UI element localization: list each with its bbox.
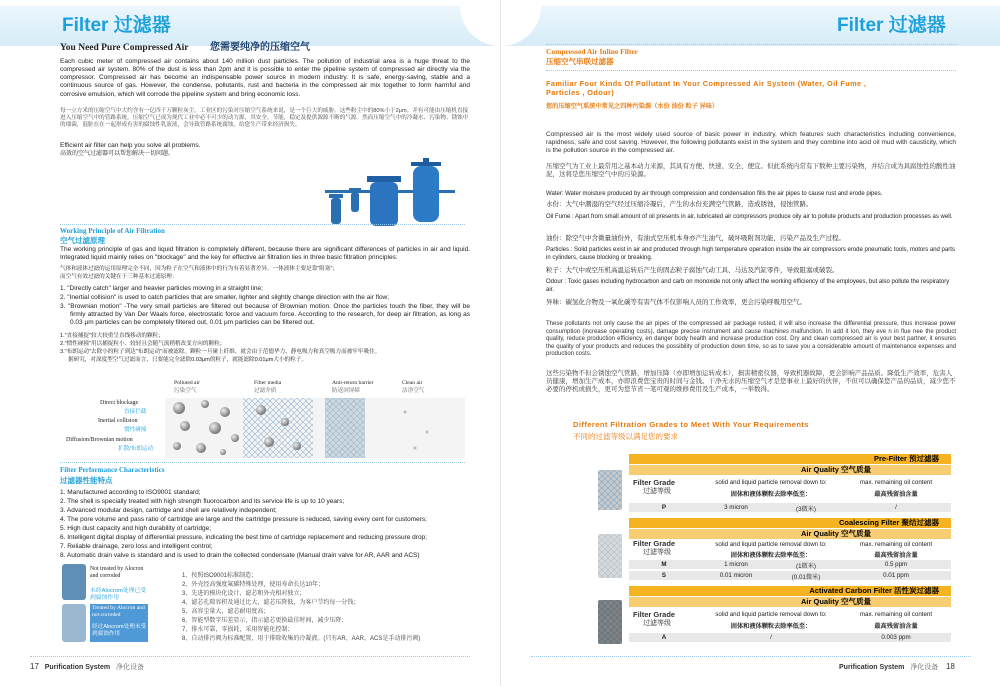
- diagram-col-label: Anti-return barrier: [332, 380, 374, 386]
- header-oil-en: max. remaining oil content: [859, 479, 933, 486]
- page-number: 18: [945, 662, 955, 671]
- filter-product-image: [325, 158, 460, 226]
- badge-untreated-en: Not treated by Alocron and corroded: [90, 566, 144, 580]
- performance-title-cn: 过滤器性能特点: [60, 476, 113, 485]
- corrosion-comparison: [60, 564, 176, 644]
- header-removal-cn: 固体和液体颗粒去除率低至：: [730, 491, 812, 498]
- section-title-en: You Need Pure Compressed Air: [60, 43, 189, 53]
- removal-cn-cell: (3微米): [796, 506, 816, 513]
- diagram-col-label-cn: 污染空气: [174, 388, 197, 394]
- grade-label-cn: 过滤等级: [643, 549, 671, 556]
- performance-title-en: Filter Performance Characteristics: [60, 466, 165, 474]
- particles-en: Particles : Solid particles exist in air and produced through high temperature operation inside the air compressors erode pneumatic tools, motors and parts in cylinders, cause blocking or breaking.: [546, 247, 955, 261]
- table-air-quality: Air Quality 空气质量: [629, 529, 951, 539]
- diagram-row-label: Inertial collision: [98, 418, 138, 424]
- removal-cell: 1 micron: [724, 561, 748, 568]
- inline-title-cn: 压缩空气串联过滤器: [546, 57, 614, 66]
- water-cn: 水份：大气中潮湿的空气经过压缩冷凝后，产生的水份充满空气管路，造成锈蚀，侵蚀管路。: [546, 201, 813, 208]
- inline-title-en: Compressed Air Inline Filter: [546, 47, 639, 56]
- grade-label-en: Filter Grade: [633, 478, 676, 487]
- intro-en: Each cubic meter of compressed air contains about 140 million dust particles. The pollution of industrial area is a huge threat to the compressed air system. 80% of the dust is less than 2pm and it is possible to enter the pipeline system of compressed air directly via the compressor. Compressed air has become an indispensable power source in modern industry. It is safe, energy-saving, stable and a continuous source of gas. However, the condense, pollutants, rust and bacteria in the compressed air mix together to form harmful and corrosive emulsion, which will corrode the pipeline system and bring economic loss.: [60, 58, 470, 98]
- removal-cn-cell: (0.01微米): [791, 574, 821, 581]
- diagram-row-label-cn: 扩散/布朗运动: [118, 446, 154, 452]
- wp-cn-item-4: 据研究，对深度型空气过滤而言，只要能完全滤除0.03μm的粒子，就能滤除0.01μm大小的粒子。: [68, 357, 307, 363]
- removal-cell: 0.01 micron: [719, 572, 753, 579]
- oil-cell: 0.003 ppm: [881, 634, 911, 641]
- diagram-row-label: Direct blockage: [100, 400, 139, 406]
- left-footer: [30, 662, 144, 672]
- diagram-col-label-cn: 过滤介质: [254, 388, 277, 394]
- oil-cell: 0.5 ppm: [884, 561, 908, 568]
- efficient-en: Efficient air filter can help you solve all problems.: [60, 142, 201, 149]
- perf-cn-item: 6、智能型数字压差显示，指示滤芯更换最佳时间，减少压降；: [182, 618, 348, 624]
- wp-item-1: 1. "Directly catch" larger and heavier particles moving in a straight line;: [60, 285, 263, 292]
- perf-item: 1. Manufactured according to ISO9001 standard;: [60, 489, 201, 496]
- table-band: Coalescing Filter 聚结过滤器: [629, 518, 951, 528]
- diagram-row-label-cn: 惯性碰撞: [124, 427, 147, 433]
- header-oil-cn: 最高残留油含量: [874, 623, 918, 630]
- para1-en: Compressed air is the most widely used source of basic power in industry, which features such characteristics including convenience, rapidness, safe and cost saving. However, the following pollutants exist in the system and they combine into acid oil mud with causticity, which is the pollution source in the compressed air.: [546, 131, 956, 155]
- odour-en: Odour : Toxic gases including hydrocarbon and carb on monoxide not only affect the working efficiency of the employees, but also pollute the respiratory air.: [546, 279, 950, 293]
- para1-cn: 压缩空气为工业上最常用之基本动力来源，其具有方便、快速、安全、便宜。但此系统内常有下数种主要污染物，并结合成为具腐蚀性的酸性油泥，这将是您压缩空气中的污染源。: [546, 163, 956, 179]
- diagram-col-label-cn: 洁净空气: [402, 388, 425, 394]
- grade-cell: M: [661, 561, 667, 568]
- diagram-row-label-cn: 直接拦截: [124, 409, 147, 415]
- odour-cn: 异味：碳氢化合物及一氧化碳等有害气体不仅影响人员的工作效率，更会污染呼吸用空气。: [546, 299, 806, 306]
- grade-cell: A: [661, 634, 667, 641]
- page-number: 17: [30, 662, 39, 671]
- diagram-row-label: Diffusion/Brownian motion: [66, 437, 133, 443]
- carbon-cartridge-image: [596, 600, 624, 644]
- grade-label-en: Filter Grade: [633, 539, 676, 548]
- perf-item: 4. The pore volume and pass ratio of cartridge are large and the cartridge pressure is reduced, saving every cent for customers;: [60, 516, 427, 523]
- grade-cell: S: [661, 572, 667, 579]
- footer-en: Purification System: [839, 664, 905, 671]
- header-oil-cn: 最高残留油含量: [874, 491, 918, 498]
- badge-untreated-cn: 未经Alocrom处理已受到腐蚀作用: [90, 588, 147, 602]
- removal-cell: /: [770, 634, 772, 641]
- working-principle-cn2: 而空气有效过滤的关键在于三种基本过滤原理：: [60, 274, 178, 280]
- oil-cell: /: [895, 504, 897, 511]
- oil-en: Oil Fume : Apart from small amount of oil presents in air, lubricated air compressors produce oily air to pollute products and production processes as well.: [546, 214, 953, 220]
- footer-en: Purification System: [44, 664, 111, 671]
- section-title-cn: 您需要纯净的压缩空气: [210, 42, 310, 53]
- perf-cn-item: 2、外壳经高强度氟碳特殊处理，使用寿命长达10年；: [182, 582, 325, 588]
- grade-label-en: Filter Grade: [633, 610, 676, 619]
- perf-cn-item: 4、滤芯孔隙容积及通过比大，滤芯压降低，为客户节约每一分钱；: [182, 600, 360, 606]
- footer-cn: 净化设备: [115, 664, 144, 671]
- perf-cn-item: 3、先进的模块化设计，滤芯和外壳相对独立；: [182, 591, 306, 597]
- wp-item-2: 2. "Inertial collision" is used to catch particles that are smaller, lighter and slightly change direction with the air flow;: [60, 294, 390, 301]
- wp-cn-item-3: 3."布朗运动"去除小的粒子到达"布朗运动"而被滤除。颗粒一旦碰上纤维，就会由于范德华力、静电吸力和真空吸力而被牢牢吸住。: [60, 349, 381, 355]
- wp-cn-item-1: 1."直接捕捉"较大较重呈直线移动的颗粒；: [60, 333, 164, 339]
- particles-cn: 粒子：大气中或空压机高温运转后产生的固态粒子腐蚀气动工具、马达及汽缸零件，导致阻塞或破裂。: [546, 267, 839, 274]
- header-removal-en: solid and liquid particle removal down to:: [715, 611, 827, 618]
- grade-cell: P: [661, 504, 667, 511]
- perf-item: 3. Advanced modular design, cartridge and shell are relatively independent;: [60, 507, 277, 514]
- perf-item: 7. Reliable drainage, zero loss and intelligent control;: [60, 543, 213, 550]
- table-air-quality: Air Quality 空气质量: [629, 465, 951, 475]
- four-pollutants-cn: 您的压缩空气系统中常见之四种污染源（水份 油份 粒子 异味）: [546, 103, 719, 110]
- grades-title-en: Different Filtration Grades to Meet With Your Requirements: [573, 420, 809, 429]
- filter-element-image: [60, 564, 88, 642]
- perf-cn-item: 7、排水可靠，零损耗，采用智能化控制；: [182, 627, 294, 633]
- oil-cell: 0.01 ppm: [883, 572, 909, 579]
- table-band: Activated Carbon Filter 活性炭过滤器: [629, 586, 951, 596]
- perf-item: 6. Intelligent digital display of differential pressure, indicating the best time of cartridge replacement and reducing pressure drop;: [60, 534, 427, 541]
- right-footer: [839, 662, 955, 672]
- working-principle-title-cn: 空气过滤原理: [60, 236, 105, 245]
- diagram-col-label: Filter media: [254, 380, 282, 386]
- oil-cn: 油份：除空气中含微量油份外，有油式空压机本身亦产生油气，破坏吸附剂功能，污染产品及生产过程。: [546, 235, 845, 242]
- perf-item: 8. Automatic drain valve is standard and is used to drain the collected condensate (Manual drain valve for AR, AAR and ACS): [60, 552, 420, 559]
- perf-item: 5. High dust capacity and high durability of cartridge;: [60, 525, 212, 532]
- perf-item: 2. The shell is specially treated with high strength fluorocarbon and its service life is up to 10 years;: [60, 498, 345, 505]
- right-header-title: Filter 过滤器: [837, 15, 946, 36]
- diagram-col-label: Clean air: [402, 380, 423, 386]
- right-page: [500, 0, 1000, 686]
- header-oil-en: max. remaining oil content: [859, 541, 933, 548]
- header-oil-cn: 最高残留油含量: [874, 552, 918, 559]
- para2-en: These pollutants not only cause the air pipes of the compressed air package rusted, it will also increase the differential pressure, thus increase power consumption (increase operating costs), damage precise instrument and cause machines malfunction. In add it ion, they eve n in flue nee the product quality, reduce production efficiency, en danger body health and increase production cost. Dry and clean compressed air is your best partner, it ensures the quality of your products and reduces the possibility of production down time, so as to save you a considerable amount of maintenance expenses and production costs.: [546, 321, 956, 357]
- grade-label-cn: 过滤等级: [643, 488, 671, 495]
- perf-cn-item: 8、自动排污阀为标准配置，用于排除收集的冷凝液。(只有AR、AAR、ACS是手动排污阀): [182, 636, 421, 642]
- pre-filter-cartridge-image: [596, 470, 624, 510]
- table-band: Pre-Filter 预过滤器: [629, 454, 951, 464]
- water-en: Water: Water moisture produced by air through compression and condensation fills the air pipes to cause rust and erode pipes.: [546, 191, 883, 197]
- wp-item-3: 3. "Brownian motion" -The very small particles are filtered out because of Brownian motion. Once the particles touch the fiber, they will be firmly attracted by Van Der Waals force, electrostatic force and vacuum force. According to the research, for deep air filtration, as long as 0.03 μm particles can be completely filtered out, 0.01 μm particles can be filtered out.: [60, 303, 470, 327]
- table-air-quality: Air Quality 空气质量: [629, 597, 951, 607]
- removal-cn-cell: (1微米): [796, 563, 816, 570]
- working-principle-en: The working principle of gas and liquid filtration is completely different, because there are significant differences of particles in air and liquid. Integrated liquid mainly relies on "blockage" and the key for effective air filtration lies in three basic filtration principles:: [60, 246, 470, 262]
- badge-treated-en: Treated by Alocron and not corroded: [92, 605, 145, 618]
- diagram-col-label-cn: 防返回屏障: [332, 388, 360, 394]
- header-removal-cn: 固体和液体颗粒去除率低至：: [730, 623, 812, 630]
- header-removal-en: solid and liquid particle removal down to:: [715, 541, 827, 548]
- footer-cn: 净化设备: [910, 664, 939, 671]
- four-pollutants-en: Familiar Four Kinds Of Pollutant In Your Compressed Air System (Water, Oil Fume , Particles , Odour): [546, 79, 867, 98]
- badge-treated-cn: 经过Alocrom处理未受到腐蚀作用: [92, 624, 147, 637]
- filtration-diagram-graphic: [165, 398, 465, 458]
- left-header-title: Filter 过滤器: [62, 15, 171, 36]
- working-principle-title-en: Working Principle of Air Filtration: [60, 227, 165, 235]
- header-oil-en: max. remaining oil content: [859, 611, 933, 618]
- coalescing-cartridge-image: [596, 534, 624, 578]
- efficient-cn: 高效的空气过滤器可以帮您解决一切问题。: [60, 151, 175, 157]
- header-removal-en: solid and liquid particle removal down to:: [715, 479, 827, 486]
- grade-label-cn: 过滤等级: [643, 620, 671, 627]
- working-principle-cn1: 气体和液体过滤的运用原理完全不同，因为粒子在空气和液体中的行为有着显著差异。一体液体主要是靠"阻塞"；: [60, 266, 339, 272]
- perf-cn-item: 1、按照ISO9001标准制造；: [182, 573, 258, 579]
- para2-cn: 这些污染物不但会锈蚀空气管路，增加压降（亦即增加运转成本），损害精密仪器，导致机器故障，更会影响产品品质。降低生产效率，危害人员健康，增加生产成本，亦即浪费您宝贵的时间与金钱。干净无水的压缩空气才是您事业上最好的伙伴，不但可以确保您产品的品质，减少您不必要的停机或损失，更可为您节省一笔可观的维修费用及生产成本，一举数得。: [546, 370, 956, 394]
- removal-cell: 3 micron: [724, 504, 748, 511]
- grades-title-cn: 不同的过滤等级以满足您的要求: [573, 432, 678, 441]
- intro-cn: 每一立方米的压缩空气中大约含有一亿四千万颗粒灰尘。工业区的污染对压缩空气系统来说，是一个巨大的威胁。这些粉尘中的80%小于2μm。并有可能由压缩机直接进入压缩空气中的管路系统。压缩空气已成为现代工业中必不可少的动力源，其安全，节能，稳定及提供源源不断的气源。然而压缩空气中的冷凝水、污染物、锈蚀中的细菌，混脏在在一起形成有害的腐蚀性乳液液，会导致管路系统腐蚀，给您生产带来经济损失。: [60, 108, 469, 128]
- diagram-col-label: Polluted air: [174, 380, 200, 386]
- header-removal-cn: 固体和液体颗粒去除率低至：: [730, 552, 812, 559]
- wp-cn-item-2: 2."惯性碰撞"用以捕捉粒小、较轻且会随气流稍稍改变方向的颗粒；: [60, 341, 226, 347]
- perf-cn-item: 5、高容尘量大，滤芯耐用度高；: [182, 609, 270, 615]
